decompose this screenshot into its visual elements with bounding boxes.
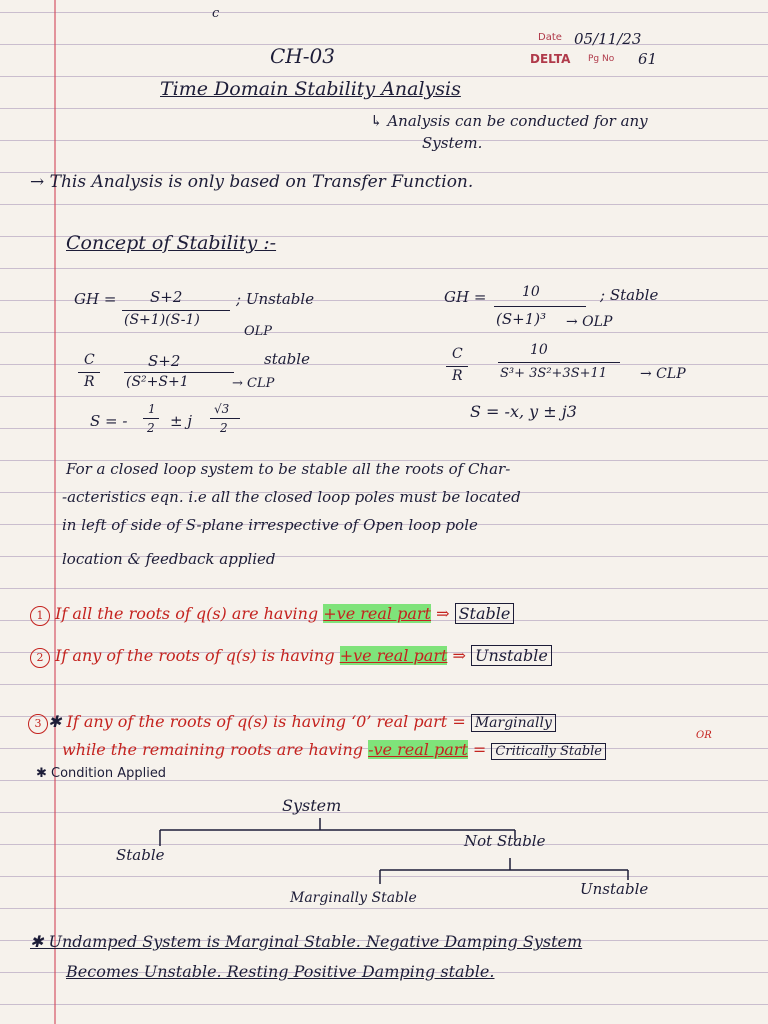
tree-not-stable: Not Stable (464, 832, 546, 850)
title-note-2: System. (422, 134, 483, 152)
date-value: 05/11/23 (574, 30, 642, 48)
para-line-1: For a closed loop system to be stable all the roots of Char- (66, 460, 511, 478)
cr1-tag: stable (264, 350, 310, 368)
cond3-line2-text: while the remaining roots are having (62, 740, 364, 759)
s1-num2: √3 (214, 402, 230, 416)
pg-value: 61 (638, 50, 658, 68)
para-line-2: -acteristics eqn. i.e all the closed loop poles must be located (62, 488, 521, 506)
cond3-or: OR (696, 730, 712, 741)
para-line-4: location & feedback applied (62, 550, 276, 568)
cond3-eq2: = (472, 740, 487, 759)
gh2-olp: → OLP (566, 314, 613, 330)
cr2-r: R (452, 368, 463, 384)
page-title: Time Domain Stability Analysis (160, 78, 461, 100)
s1-num: 1 (148, 402, 156, 416)
para-line-3: in left of side of S-plane irrespective of Open loop pole (62, 516, 478, 534)
gh2-lhs: GH = (444, 288, 487, 306)
top-mark: c (212, 6, 220, 21)
tree-unstable: Unstable (580, 880, 649, 898)
cond1-highlight: +ve real part (323, 604, 431, 623)
tree-stable: Stable (116, 846, 165, 864)
cr1-num: S+2 (148, 352, 181, 370)
cr2-clp: → CLP (640, 366, 686, 382)
s1-b: ± j (170, 412, 192, 430)
cr1-c: C (84, 352, 95, 368)
cond3-number: 3 (28, 714, 48, 734)
cr2-c: C (452, 346, 463, 362)
gh1-tag: ; Unstable (236, 290, 315, 308)
cond2-result: Unstable (471, 645, 552, 666)
gh2-tag: ; Stable (600, 286, 659, 304)
cond3-highlight: -ve real part (368, 740, 468, 759)
s2-roots: S = -x, y ± j3 (470, 402, 577, 421)
tree-root: System (282, 796, 342, 815)
gh2-num: 10 (522, 284, 540, 300)
cond1-arrow: ⇒ (436, 604, 450, 623)
cond3-text: If any of the roots of q(s) is having ‘0’ real part (66, 712, 448, 731)
gh1-lhs: GH = (74, 290, 117, 308)
cond2-highlight: +ve real part (339, 646, 448, 665)
cond1-result: Stable (455, 603, 515, 624)
concept-heading: Concept of Stability :- (66, 232, 277, 254)
cond1-number: 1 (30, 606, 50, 626)
footer-line-2: Becomes Unstable. Resting Positive Damping stable. (66, 962, 495, 981)
title-note-1: ↳ Analysis can be conducted for any (370, 112, 648, 130)
pg-label: Pg No (588, 54, 615, 64)
gh1-num: S+2 (150, 288, 183, 306)
cond3-r1: Marginally (471, 714, 556, 732)
s1-den2: 2 (220, 421, 228, 435)
cond3-eq: = (452, 712, 466, 731)
cond2-text: If any of the roots of q(s) is having (55, 646, 335, 665)
cond3-star: ✱ (48, 712, 62, 731)
chapter-heading: CH-03 (270, 44, 335, 68)
based-on-tf: → This Analysis is only based on Transfer Function. (30, 172, 474, 192)
cond2-number: 2 (30, 648, 50, 668)
footer-line-1: ✱ Undamped System is Marginal Stable. Negative Damping System (30, 932, 583, 951)
cr1-clp: → CLP (232, 376, 275, 391)
s1-a: S = - (90, 412, 128, 430)
gh2-den: (S+1)³ (496, 310, 547, 328)
cond2-arrow: ⇒ (452, 646, 466, 665)
condition-applied: ✱ Condition Applied (36, 766, 167, 781)
gh1-den: (S+1)(S-1) (124, 312, 200, 328)
cond1-text: If all the roots of q(s) are having (55, 604, 319, 623)
cr2-num: 10 (530, 342, 548, 358)
cr1-den: (S²+S+1 (126, 374, 189, 390)
cond3-r2: Critically Stable (491, 743, 606, 760)
date-label: Date (538, 32, 562, 43)
cr2-den: S³+ 3S²+3S+11 (500, 366, 608, 381)
gh1-olp: OLP (244, 324, 273, 339)
brand-label: DELTA (530, 52, 571, 66)
s1-den: 2 (147, 421, 155, 435)
cr1-r: R (84, 374, 95, 390)
tree-marginally-stable: Marginally Stable (290, 890, 417, 906)
